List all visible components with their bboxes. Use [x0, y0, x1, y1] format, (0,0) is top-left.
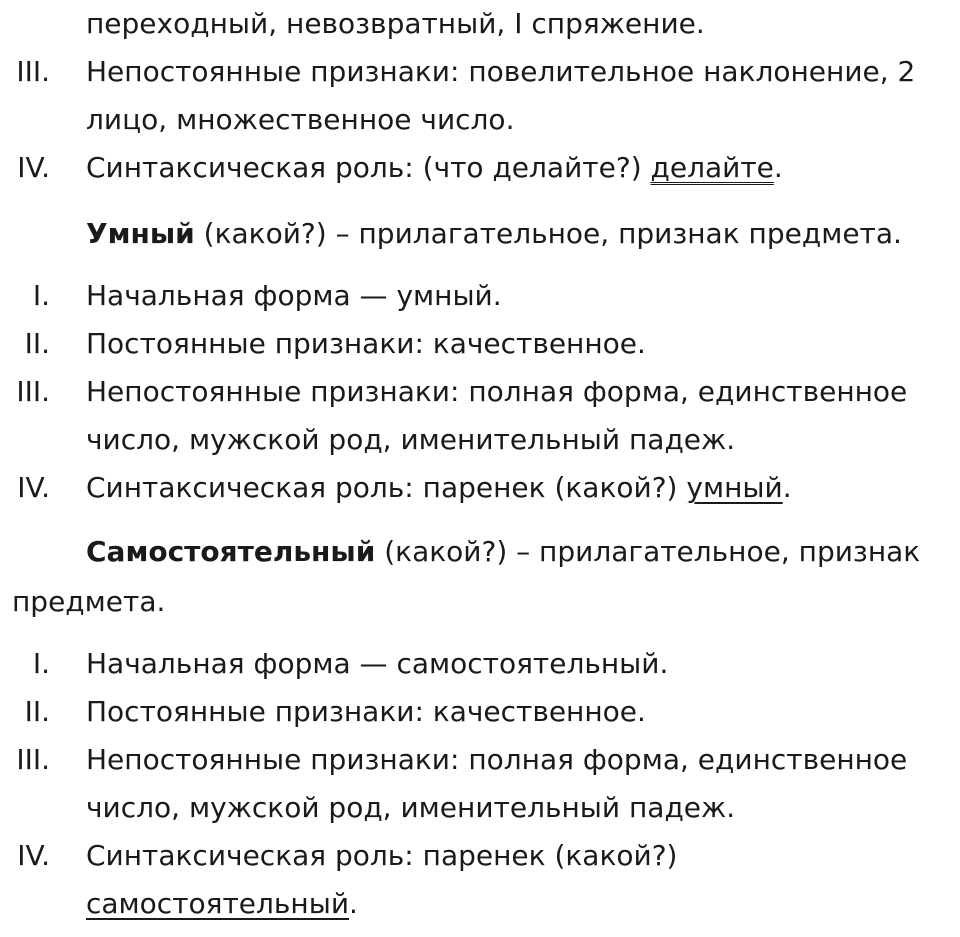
- list-item: [0, 272, 950, 320]
- list-item: [0, 736, 950, 784]
- text-line: число, мужской род, именительный падеж.: [86, 423, 736, 456]
- item-text: Постоянные признаки: качественное.: [86, 327, 646, 360]
- item-text: Начальная форма — умный.: [86, 279, 502, 312]
- item-number: III.: [16, 743, 50, 776]
- list-item: [0, 144, 950, 192]
- item-number: IV.: [17, 471, 50, 504]
- text-line: самостоятельный.: [86, 887, 358, 920]
- section-heading: Самостоятельный (какой?) – прилагательное, признак: [86, 535, 921, 568]
- item-text: Начальная форма — самостоятельный.: [86, 647, 669, 680]
- item-text: Непостоянные признаки: полная форма, единственное: [86, 375, 908, 408]
- item-text: Непостоянные признаки: повелительное наклонение, 2: [86, 55, 916, 88]
- text-line: переходный, невозвратный, I спряжение.: [86, 7, 705, 40]
- item-number: III.: [16, 55, 50, 88]
- item-text: Непостоянные признаки: полная форма, единственное: [86, 743, 908, 776]
- underlined-word: делайте: [650, 151, 774, 184]
- text-line: число, мужской род, именительный падеж.: [86, 791, 736, 824]
- heading-word: Самостоятельный: [86, 535, 376, 568]
- item-text: Постоянные признаки: качественное.: [86, 695, 646, 728]
- item-number: IV.: [17, 151, 50, 184]
- list-item: [0, 320, 950, 368]
- item-number: II.: [24, 695, 50, 728]
- text-line: лицо, множественное число.: [86, 103, 515, 136]
- list-item: [0, 48, 950, 96]
- list-item: [0, 832, 950, 880]
- item-text: Синтаксическая роль: паренек (какой?) умный.: [86, 471, 792, 504]
- underlined-word: самостоятельный: [86, 887, 350, 920]
- item-text: Синтаксическая роль: (что делайте?) делайте.: [86, 151, 783, 184]
- text-line: предмета.: [12, 585, 166, 618]
- underlined-word: умный: [686, 471, 783, 504]
- item-number: I.: [32, 279, 50, 312]
- heading-word: Умный: [86, 217, 195, 250]
- item-number: IV.: [17, 839, 50, 872]
- list-item: [0, 688, 950, 736]
- list-item: [0, 640, 950, 688]
- item-text: Синтаксическая роль: паренек (какой?): [86, 839, 678, 872]
- list-item: [0, 368, 950, 416]
- item-number: III.: [16, 375, 50, 408]
- item-number: I.: [32, 647, 50, 680]
- section-heading: Умный (какой?) – прилагательное, признак предмета.: [86, 217, 902, 250]
- item-number: II.: [24, 327, 50, 360]
- list-item: [0, 464, 950, 512]
